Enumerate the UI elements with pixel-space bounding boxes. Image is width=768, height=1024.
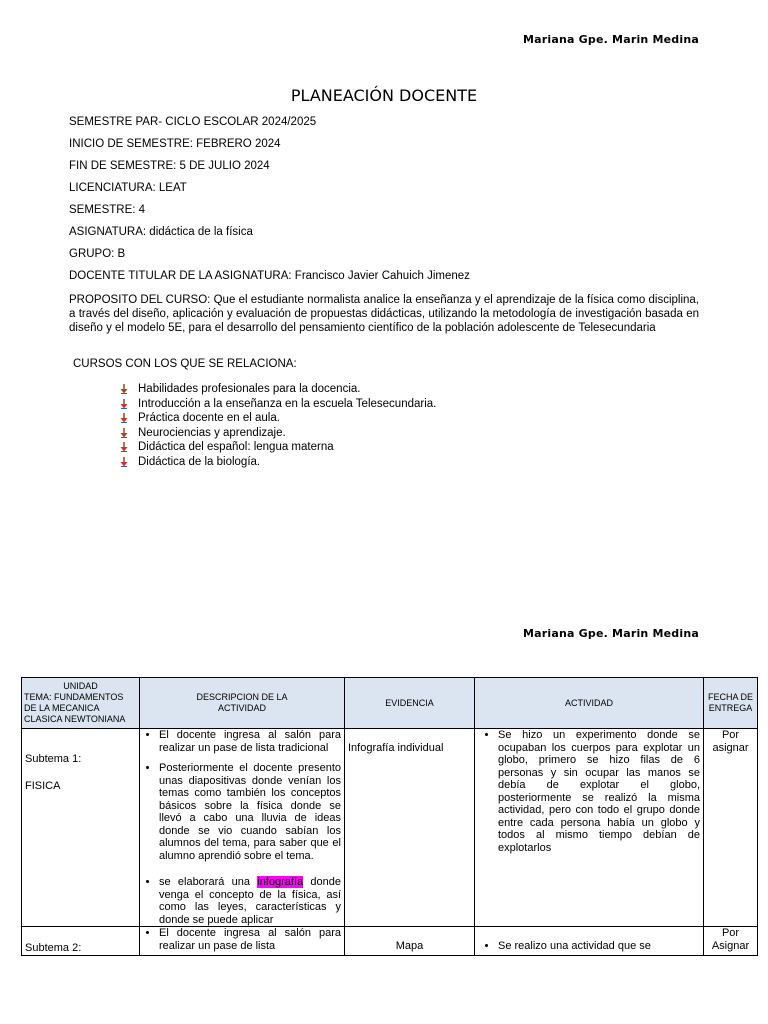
activity-item: • Se hizo un experimento donde se ocupaban los cuerpos para explotar un globo, primero se hizo filas de 6 personas y sin ocupar las manos se debía de explotar el globo, posteriormente se realizó la misma actividad, pero con todo el grupo donde entre cada persona había un globo y todos al mismo tiempo debían de explotarlos: [498, 729, 700, 854]
author-name: Mariana Gpe. Marin Medina: [523, 627, 699, 640]
course-label: Neurociencias y aprendizaje.: [138, 426, 286, 439]
course-label: Introducción a la enseñanza en la escuela Telesecundaria.: [138, 397, 437, 410]
activity-item: • Se realizo una actividad que se: [498, 940, 700, 953]
evidence-cell: Infografía individual: [345, 729, 475, 927]
description-item: • El docente ingresa al salón para realizar un pase de lista: [159, 927, 341, 952]
list-item: [119, 426, 436, 441]
course-label: Habilidades profesionales para la docencia.: [138, 383, 361, 395]
activity-header: ACTIVIDAD: [475, 678, 704, 729]
info-line: SEMESTRE PAR- CICLO ESCOLAR 2024/2025: [69, 116, 317, 128]
course-label: Didáctica del español: lengua materna: [138, 441, 334, 453]
description-header-label: DESCRIPCION DE LA ACTIVIDAD: [196, 692, 288, 713]
unit-label: UNIDAD: [63, 681, 98, 691]
list-item: [119, 440, 436, 455]
topic-label: TEMA: FUNDAMENTOS DE LA MECANICA CLASICA NEWTONIANA: [24, 692, 126, 724]
description-item: • El docente ingresa al salón para realizar un pase de lista tradicional: [159, 729, 341, 754]
info-line: INICIO DE SEMESTRE: FEBRERO 2024: [69, 138, 281, 150]
activity-cell: [475, 729, 704, 927]
arrow-down-bullet-icon: [119, 442, 129, 452]
description-cell: [140, 927, 345, 956]
course-label: Didáctica de la biología.: [138, 455, 261, 468]
due-date-cell: Por asignar: [704, 729, 758, 927]
subtopic-label: Subtema 1:: [25, 753, 82, 765]
planning-table: [21, 677, 758, 956]
description-item: [159, 876, 341, 926]
evidence-header: EVIDENCIA: [345, 678, 475, 729]
course-info: [69, 116, 699, 292]
topic-label: FISICA: [25, 779, 61, 792]
list-item: [119, 382, 436, 397]
due-date-header: FECHA DE ENTREGA: [704, 678, 758, 729]
info-line: FIN DE SEMESTRE: 5 DE JULIO 2024: [69, 160, 270, 172]
table-row: [22, 927, 758, 956]
due-date-cell: Por Asignar: [704, 927, 758, 956]
arrow-down-bullet-icon: [119, 457, 129, 467]
highlighted-word: infografía: [257, 876, 304, 888]
subtopic-cell: [22, 927, 140, 956]
arrow-down-bullet-icon: [119, 428, 129, 438]
arrow-down-bullet-icon: [119, 413, 129, 423]
arrow-down-bullet-icon: [119, 384, 129, 394]
course-purpose: PROPOSITO DEL CURSO: Que el estudiante normalista analice la enseñanza y el aprendizaje de la física como disciplina, a través del diseño, aplicación y evaluación de propuestas didácticas, utilizando la metodología de investigación basada en diseño y el modelo 5E, para el desarrollo del pensamiento científico de la población adolescente de Telesecundaria: [69, 294, 699, 334]
unit-topic-header: [22, 678, 140, 729]
list-item: [119, 411, 436, 426]
description-text: donde venga el concepto de la física, así como las leyes, características y donde se puede aplicar: [159, 876, 341, 926]
course-label: Práctica docente en el aula.: [138, 412, 280, 424]
info-line: ASIGNATURA: didáctica de la física: [69, 226, 253, 238]
page-title: PLANEACIÓN DOCENTE: [290, 86, 478, 105]
info-line: LICENCIATURA: LEAT: [69, 182, 187, 194]
info-line: DOCENTE TITULAR DE LA ASIGNATURA: Francisco Javier Cahuich Jimenez: [69, 270, 470, 282]
related-courses-list: [119, 382, 436, 469]
related-courses-heading: CURSOS CON LOS QUE SE RELACIONA:: [73, 358, 297, 370]
table-header-row: [22, 678, 758, 729]
table-row: [22, 729, 758, 927]
list-item: [119, 397, 436, 412]
list-item: [119, 455, 436, 470]
description-item: • Posteriormente el docente presento unas diapositivas donde venían los temas como también los conceptos básicos sobre la física donde se llevó a cabo una lluvia de ideas donde se vio cuando sabían los alumnos del tema, para saber que el alumno aprendió sobre el tema.: [159, 762, 341, 862]
description-text: se elaborará una: [159, 876, 258, 888]
activity-cell: [475, 927, 704, 956]
subtopic-cell: [22, 729, 140, 927]
info-line: SEMESTRE: 4: [69, 204, 146, 216]
description-header: [140, 678, 345, 729]
author-name: Mariana Gpe. Marin Medina: [523, 33, 699, 46]
description-cell: [140, 729, 345, 927]
evidence-cell: Mapa: [345, 927, 475, 956]
arrow-down-bullet-icon: [119, 399, 129, 409]
info-line: GRUPO: B: [69, 248, 126, 260]
subtopic-label: Subtema 2:: [25, 942, 82, 954]
